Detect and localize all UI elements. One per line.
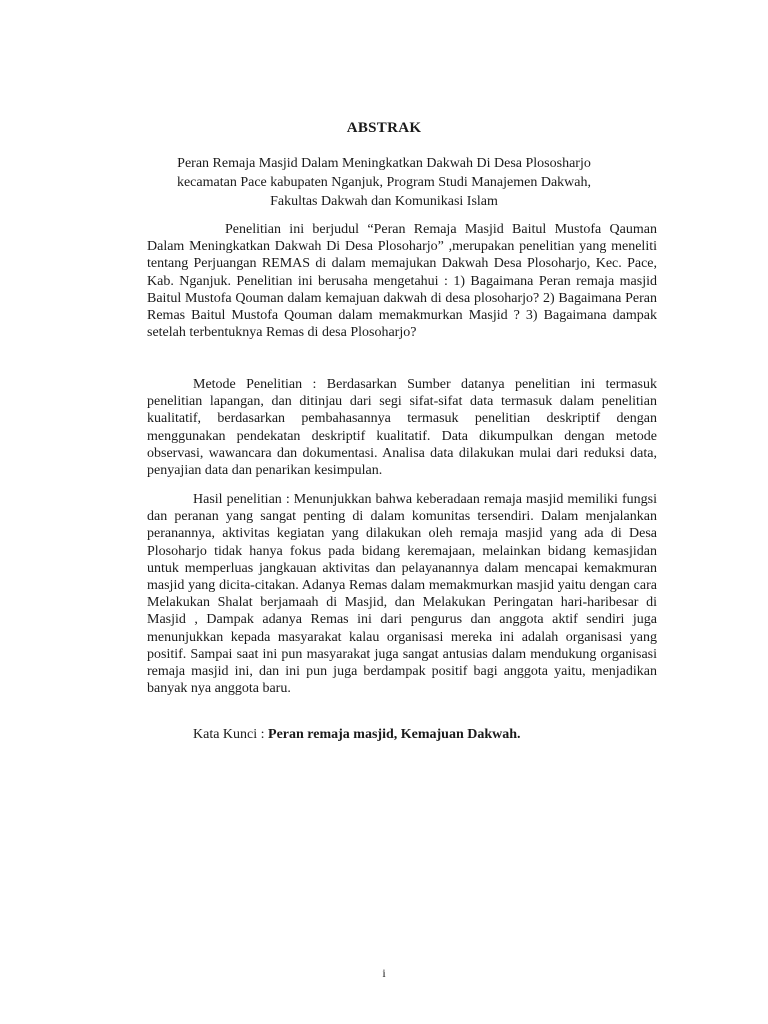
subtitle-line: Peran Remaja Masjid Dalam Meningkatkan Dakwah Di Desa Plososharjo [177,156,591,171]
keywords [147,726,657,743]
page-number: i [382,966,386,980]
subtitle-line: Fakultas Dakwah dan Komunikasi Islam [270,194,498,209]
paragraph-results [147,491,657,697]
paragraph-method [147,376,657,479]
keywords-value: Peran remaja masjid, Kemajuan Dakwah. [268,727,521,742]
subtitle-line: kecamatan Pace kabupaten Nganjuk, Program Studi Manajemen Dakwah, [176,175,592,190]
keywords-label: Kata Kunci : [193,727,269,742]
paragraph-background [147,221,657,341]
abstract-title: ABSTRAK [346,120,422,136]
paragraph-text: Metode Penelitian : Berdasarkan Sumber datanya penelitian ini termasuk penelitian lapangan, dan ditinjau dari segi sifat-sifat data termasuk dalam penelitian kualitatif, berdasarkan pembahasannya termasuk penelitian deskriptif dengan menggunakan pendekatan deskriptif kualitatif. Data dikumpulkan dengan metode observasi, wawancara dan dokumentasi. Analisa data dilakukan mulai dari reduksi data, penyajian data dan penarikan kesimpulan. [147,377,657,479]
paragraph-text: Penelitian ini berjudul “Peran Remaja Masjid Baitul Mustofa Qauman Dalam Meningkatkan Dakwah Di Desa Plosoharjo” ,merupakan penelitian yang meneliti tentang Perjuangan REMAS di dalam memajukan Dakwah Desa Plosoharjo, Kec. Pace, Kab. Nganjuk. Penelitian ini berusaha mengetahui : 1) Bagaimana Peran remaja masjid Baitul Mustofa Qouman dalam kemajuan dakwah di desa plosoharjo? 2) Bagaimana Peran Remas Baitul Mustofa Qouman dalam memakmurkan Masjid ? 3) Bagaimana dampak setelah terbentuknya Remas di desa Plosoharjo? [147,222,657,341]
paragraph-text: Hasil penelitian : Menunjukkan bahwa keberadaan remaja masjid memiliki fungsi dan peranan yang sangat penting di dalam komunitas tersendiri. Dalam menjalankan peranannya, aktivitas kegiatan yang dilakukan oleh remaja masjid yang ada di Desa Plosoharjo tidak hanya fokus pada bidang keremajaan, melainkan bidang kemasjidan untuk memperluas jangkauan aktivitas dan pelayanannya dalam mencapai kemakmuran masjid yang dicita-citakan. Adanya Remas dalam memakmurkan masjid yaitu dengan cara Melakukan Shalat berjamaah di Masjid, dan Melakukan Peringatan hari-haribesar di Masjid , Dampak adanya Remas ini dari pengurus dan anggota aktif sendiri juga menunjukkan kepada masyarakat kalau organisasi mereka ini adalah organisasi yang positif. Sampai saat ini pun masyarakat juga sangat antusias dalam mendukung organisasi remaja masjid ini, dan ini pun juga berdampak positif bagi anggota yaitu, menjadikan banyak nya anggota baru. [147,492,657,697]
abstract-subtitle [140,154,628,211]
